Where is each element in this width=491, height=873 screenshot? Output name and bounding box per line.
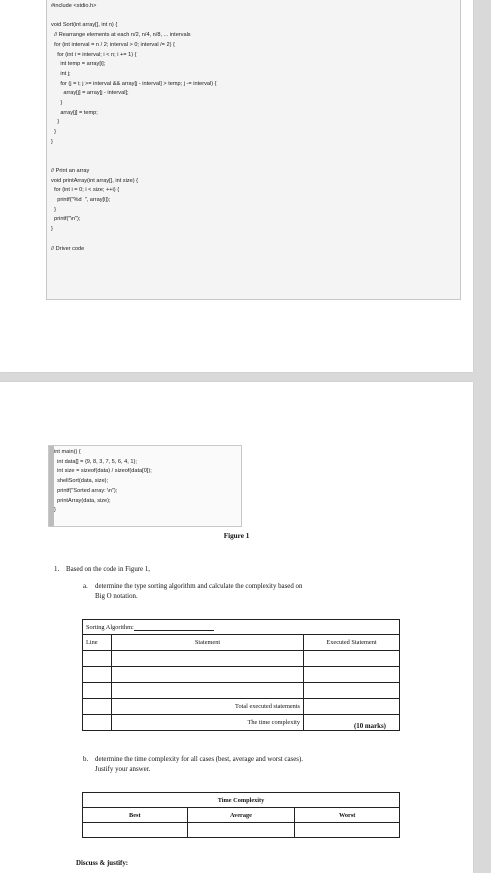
marks: (10 marks)	[354, 723, 386, 730]
code-line: for (int i = 0; i < size; ++i) {	[51, 187, 120, 194]
discuss-label: Discuss & justify:	[76, 860, 129, 867]
question-text: Based on the code in Figure 1,	[66, 566, 151, 573]
table-row	[83, 651, 400, 667]
code-line: }	[54, 507, 56, 514]
code-line: for (int interval = n / 2; interval > 0; interval /= 2) {	[51, 41, 175, 48]
code-line: for (int i = interval; i < n; i += 1) {	[51, 51, 137, 58]
part-b-line-2: Justify your answer.	[95, 766, 151, 773]
code-line: printf("\n");	[51, 216, 81, 223]
code-line: printArray(data, size);	[54, 497, 111, 504]
header-line: Line	[83, 635, 112, 651]
code-line	[51, 157, 456, 167]
code-line	[51, 235, 456, 245]
code-line: array[j] = array[j - interval];	[51, 90, 129, 97]
total-executed-label: Total executed statements	[112, 699, 304, 715]
code-gutter	[49, 446, 54, 526]
figure-caption: Figure 1	[223, 532, 250, 540]
code-line: #include <stdio.h>	[51, 3, 97, 9]
code-line: shellSort(data, size);	[54, 478, 109, 485]
header-average: Average	[187, 808, 295, 823]
code-line: }	[51, 119, 60, 126]
part-a-line-2: Big O notation.	[95, 593, 138, 600]
code-line: }	[51, 226, 53, 233]
code-line: array[j] = temp;	[51, 109, 98, 116]
code-line: for (j = i; j >= interval && array[j - interval] > temp; j -= interval) {	[51, 80, 217, 87]
time-complexity-title: Time Complexity	[83, 793, 400, 808]
part-b-letter: b.	[83, 756, 89, 763]
code-line: int j;	[51, 70, 71, 77]
code-lines	[47, 0, 460, 257]
header-best: Best	[83, 808, 188, 823]
time-complexity-label: The time complexity	[112, 715, 304, 731]
code-line: printf("Sorted array: \n");	[54, 487, 118, 494]
code-line: }	[51, 138, 53, 145]
code-line: }	[51, 129, 56, 136]
complexity-table	[82, 619, 400, 731]
table-row	[83, 667, 400, 683]
header-statement: Statement	[112, 635, 304, 651]
code-line: int temp = array[i];	[51, 61, 106, 68]
code-line: int size = sizeof(data) / sizeof(data[0]);	[54, 468, 152, 475]
code-line	[51, 12, 456, 22]
code-line: printf("%d ", array[i]);	[51, 197, 111, 204]
part-a-line-1: determine the type sorting algorithm and calculate the complexity based on	[95, 583, 303, 590]
code-line: void printArray(int array[], int size) {	[51, 177, 139, 184]
time-complexity-table	[82, 792, 400, 838]
code-line: int data[] = {9, 8, 3, 7, 5, 6, 4, 1};	[54, 458, 137, 465]
code-listing-part-2	[48, 445, 242, 527]
sorting-algorithm-cell	[83, 620, 400, 635]
code-line: // Rearrange elements at each n/2, n/4, n/8, ... intervals	[51, 32, 191, 39]
code-line: // Print an array	[51, 167, 90, 174]
code-lines	[49, 446, 241, 518]
code-line: }	[51, 100, 63, 107]
document-page-2	[0, 382, 473, 873]
part-a-letter: a.	[83, 583, 88, 590]
table-row	[83, 683, 400, 699]
header-worst: Worst	[295, 808, 400, 823]
answer-blank	[134, 630, 214, 631]
question-number: 1.	[54, 566, 60, 573]
document-page-1	[0, 0, 473, 372]
sorting-algorithm-label: Sorting Algorithm:	[86, 623, 134, 631]
code-line: void Sort(int array[], int n) {	[51, 22, 118, 29]
code-line: // Driver code	[51, 245, 85, 252]
code-line: int main() {	[54, 449, 81, 455]
code-listing-part-1	[46, 0, 461, 300]
header-executed: Executed Statement	[304, 635, 400, 651]
code-line: }	[51, 206, 56, 213]
table-row	[83, 823, 400, 838]
code-line	[51, 148, 456, 158]
part-b-line-1: determine the time complexity for all cases (best, average and worst cases).	[95, 756, 303, 763]
